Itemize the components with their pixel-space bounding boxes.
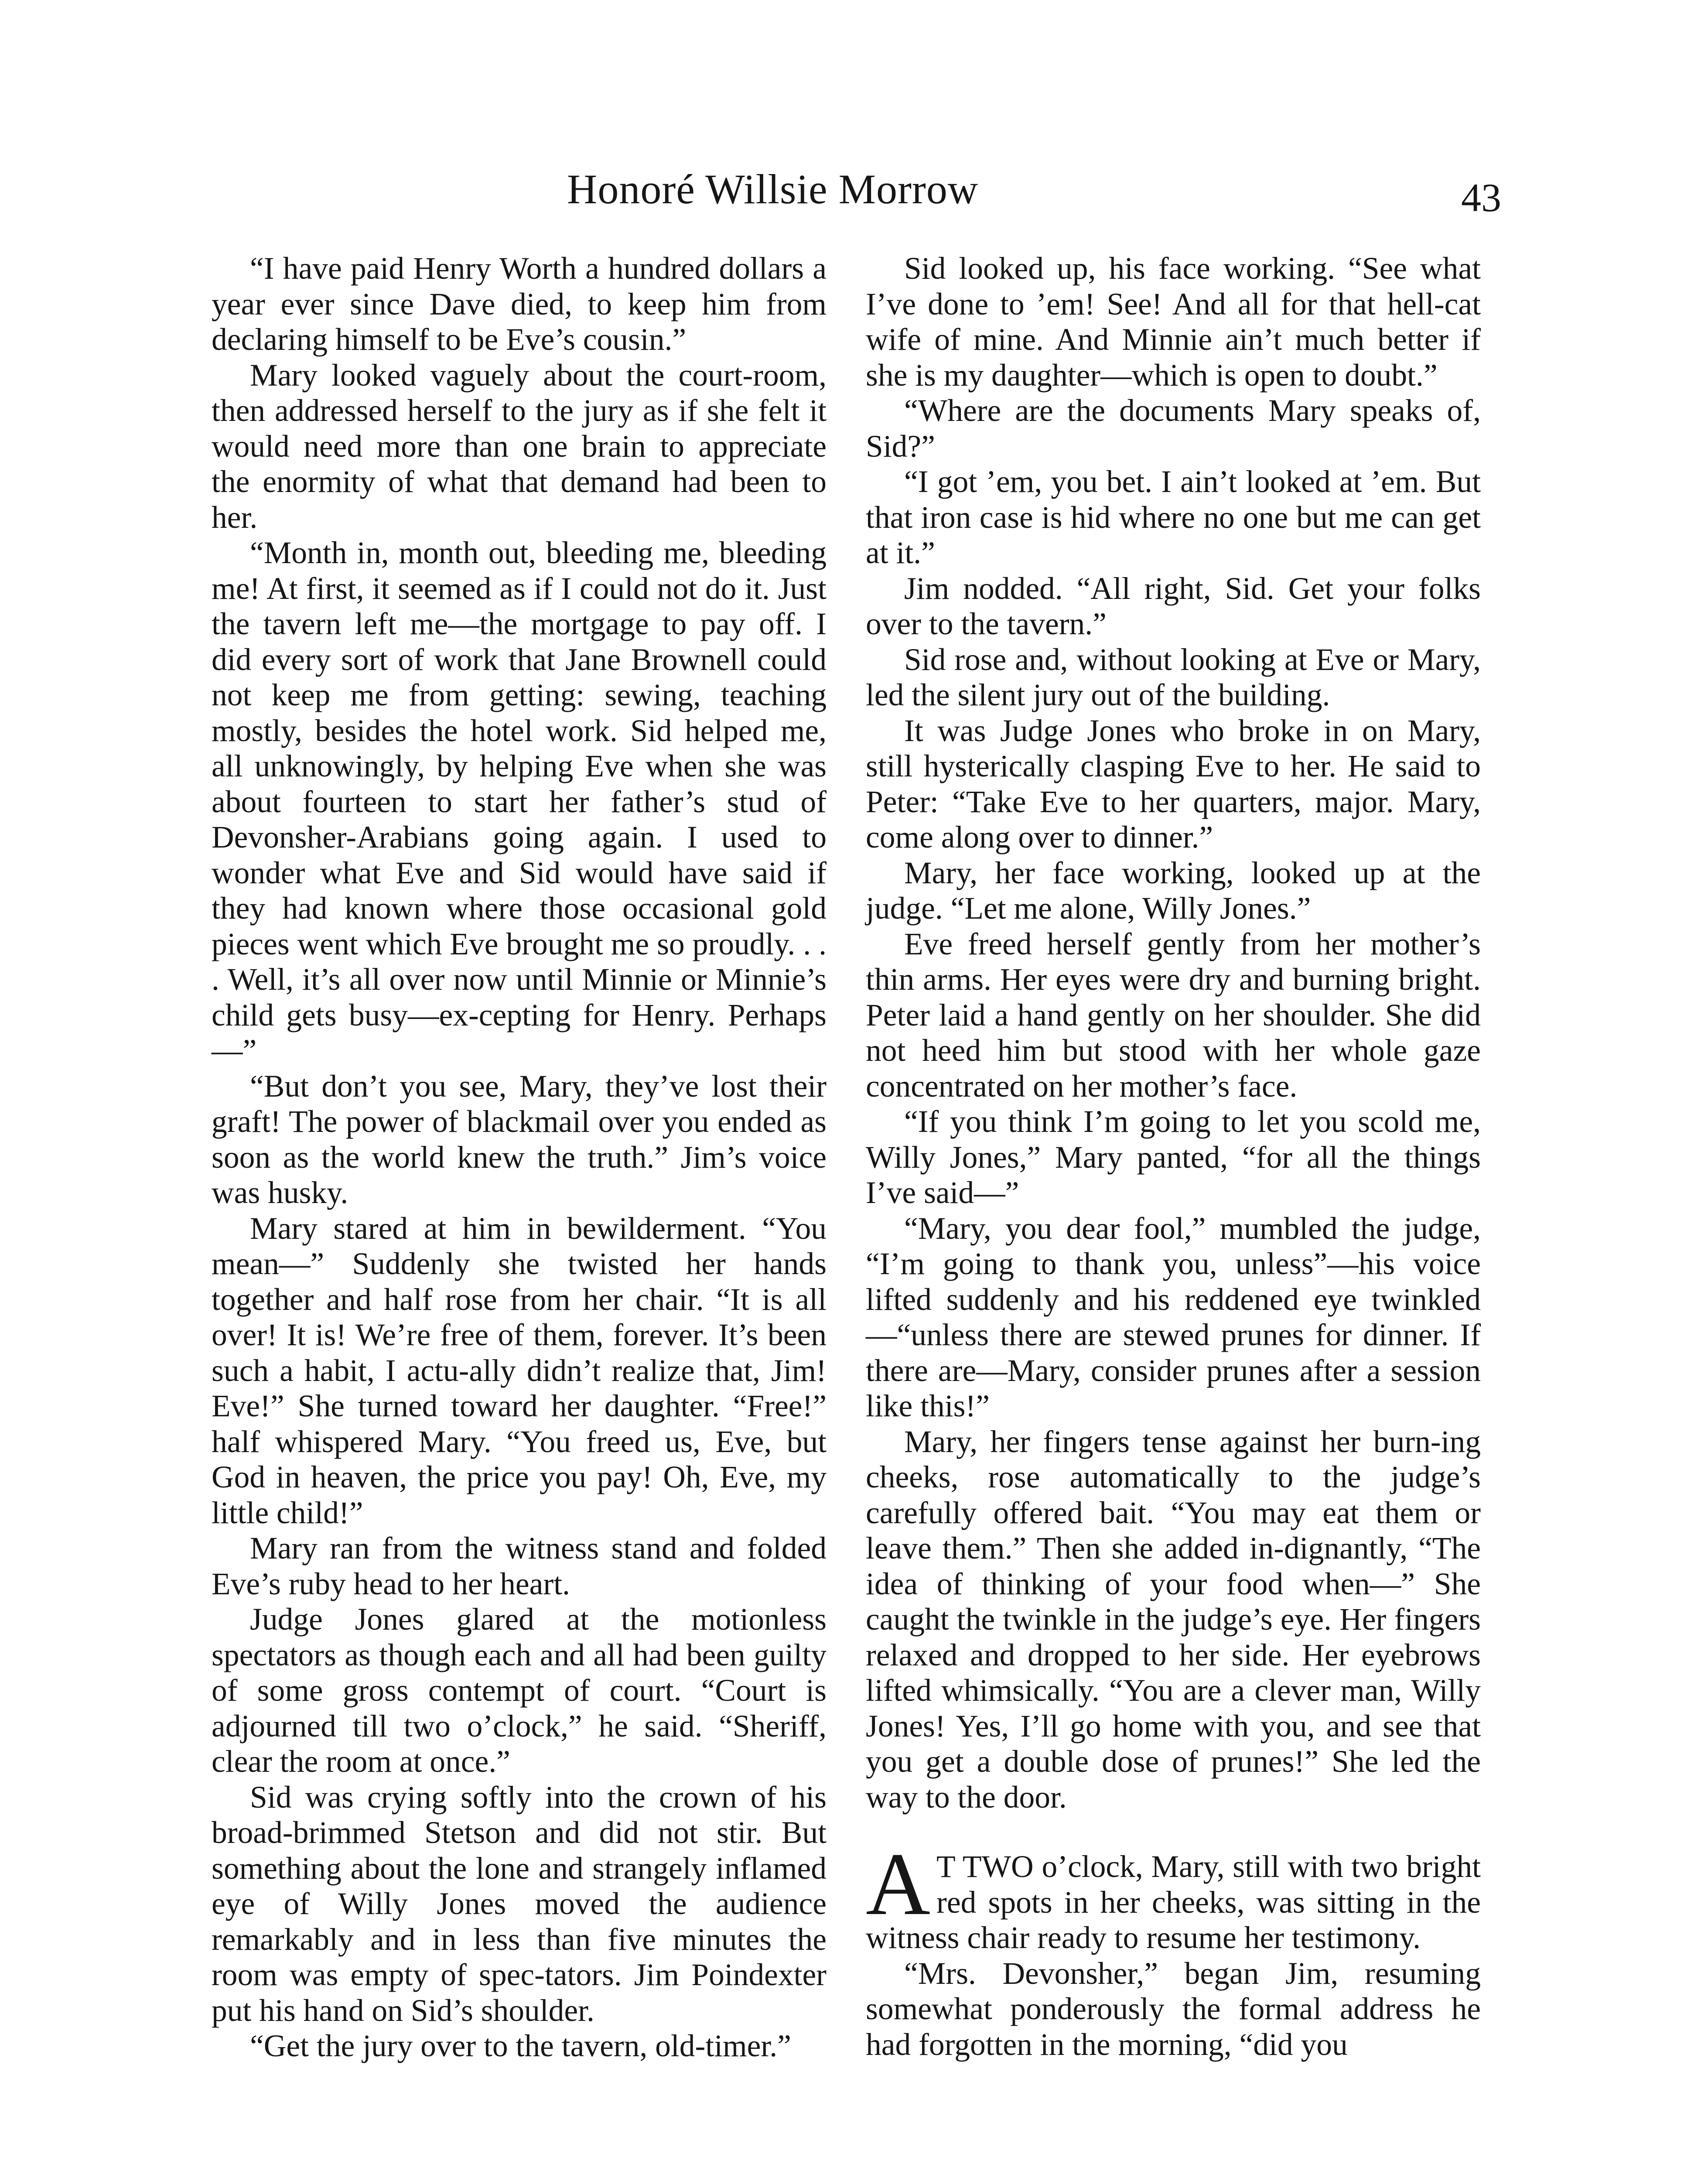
paragraph: It was Judge Jones who broke in on Mary, still hysterically clasping Eve to her. He said to Peter: “Take Eve to her quarters, major. Mary, come along over to dinner.” [866,713,1481,855]
paragraph: Sid rose and, without looking at Eve or Mary, led the silent jury out of the building. [866,642,1481,712]
paragraph: Mary, her face working, looked up at the judge. “Let me alone, Willy Jones.” [866,855,1481,926]
paragraph: “Get the jury over to the tavern, old-timer.” [250,2029,791,2063]
paragraph: Mary looked vaguely about the court-room, then addressed herself to the jury as if she felt it would need more than one brain to appreciate the enormity of what that demand had been to her. [212,358,827,535]
drop-cap: A [866,1835,931,1934]
paragraph: Sid was crying softly into the crown of his broad-brimmed Stetson and did not stir. But something about the lone and strangely inflamed eye of Willy Jones moved the audience remarkably and in less than five minutes the room was empty of spec-tators. Jim Poindexter put his hand on Sid’s shoulder. [212,1780,827,2028]
paragraph: “Month in, month out, bleeding me, bleeding me! At first, it seemed as if I could not do it. Just the tavern left me—the mortgage to pay off. I did every sort of work that Jane Brownell could not keep me from getting: sewing, teaching mostly, besides the hotel work. Sid helped me, all unknowingly, by helping Eve when she was about fourteen to start her father’s stud of Devonsher-Arabians going again. I used to wonder what Eve and Sid would have said if they had known where those occasional gold pieces went which Eve brought me so proudly. . . . Well, it’s all over now until Minnie or Minnie’s child gets busy—ex-cepting for Henry. Perhaps—” [212,536,827,1068]
paragraph: “Mrs. Devonsher,” began Jim, resuming somewhat ponderously the formal address he had forgotten in the morning, “did you [866,1956,1481,2062]
right-column [866,251,1481,2062]
page-number: 43 [1461,175,1501,220]
paragraph: “Mary, you dear fool,” mumbled the judge, “I’m going to thank you, unless”—his voice lifted suddenly and his reddened eye twinkled—“unless there are stewed prunes for dinner. If there are—Mary, consider prunes after a session like this!” [866,1211,1481,1423]
paragraph: Judge Jones glared at the motionless spectators as though each and all had been guilty of some gross contempt of court. “Court is adjourned till two o’clock,” he said. “Sheriff, clear the room at once.” [212,1602,827,1779]
lead-in-caps: T TWO [936,1849,1034,1884]
paragraph: Mary, her fingers tense against her burn-ing cheeks, rose automatically to the judge’s carefully offered bait. “You may eat them or leave them.” Then she added in-dignantly, “The idea of thinking of your food when—” She caught the twinkle in the judge’s eye. Her fingers relaxed and dropped to her side. Her eyebrows lifted whimsically. “You are a clever man, Willy Jones! Yes, I’ll go home with you, and see that you get a double dose of prunes!” She led the way to the door. [866,1424,1481,1815]
paragraph: Mary stared at him in bewilderment. “You mean—” Suddenly she twisted her hands together and half rose from her chair. “It is all over! It is! We’re free of them, forever. It’s been such a habit, I actu-ally didn’t realize that, Jim! Eve!” She turned toward her daughter. “Free!” half whispered Mary. “You freed us, Eve, but God in heaven, the price you pay! Oh, Eve, my little child!” [212,1211,827,1530]
left-column [212,251,827,2064]
paragraph: “If you think I’m going to let you scold me, Willy Jones,” Mary panted, “for all the things I’ve said—” [866,1104,1481,1210]
section-opening-paragraph [866,1835,1481,1956]
lead-in-text: o’clock, Mary, still with two bright red spots in her cheeks, was sitting in the witness chair ready to resume her testimony. [866,1849,1481,1955]
paragraph: Mary ran from the witness stand and folded Eve’s ruby head to her heart. [212,1531,827,1601]
paragraph: “But don’t you see, Mary, they’ve lost their graft! The power of blackmail over you ended as soon as the world knew the truth.” Jim’s voice was husky. [212,1069,827,1210]
paragraph: “I got ’em, you bet. I ain’t looked at ’em. But that iron case is hid where no one but me can get at it.” [866,465,1481,570]
paragraph: Sid looked up, his face working. “See what I’ve done to ’em! See! And all for that hell-cat wife of mine. And Minnie ain’t much better if she is my daughter—which is open to doubt.” [866,251,1481,393]
paragraph: “Where are the documents Mary speaks of, Sid?” [866,393,1481,464]
paragraph: Eve freed herself gently from her mother’s thin arms. Her eyes were dry and burning bright. Peter laid a hand gently on her shoulder. She did not heed him but stood with her whole gaze concentrated on her mother’s face. [866,926,1481,1104]
paragraph: “I have paid Henry Worth a hundred dollars a year ever since Dave died, to keep him from declaring himself to be Eve’s cousin.” [212,251,827,357]
running-head: Honoré Willsie Morrow [567,166,979,212]
paragraph: Jim nodded. “All right, Sid. Get your folks over to the tavern.” [866,571,1481,641]
